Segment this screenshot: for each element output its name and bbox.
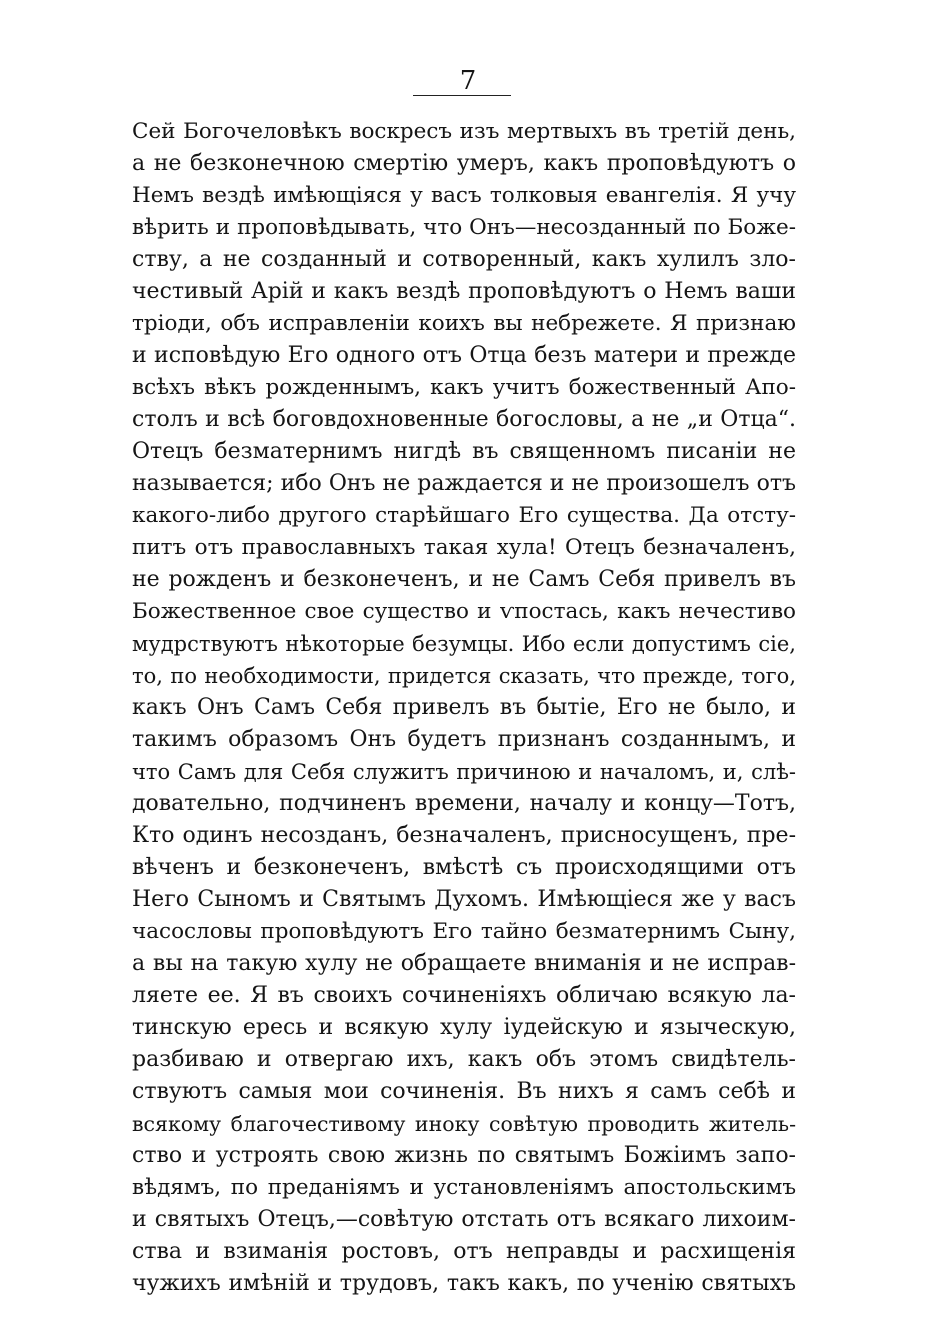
text-line: довательно, подчиненъ времени, началу и концу—Тотъ, — [132, 791, 796, 816]
text-line: вѣдямъ, по преданіямъ и установленіямъ апостольскимъ — [132, 1175, 796, 1200]
text-line: тріоди, объ исправленіи коихъ вы небрежете. Я признаю — [132, 311, 796, 336]
text-line: Сей Богочеловѣкъ воскресъ изъ мертвыхъ въ третій день, — [132, 119, 796, 144]
text-line: а не безконечною смертію умеръ, какъ проповѣдуютъ о — [132, 151, 796, 176]
text-line: а вы на такую хулу не обращаете вниманія и не исправ- — [132, 951, 796, 976]
text-line: какого-либо другого старѣйшаго Его существа. Да отсту- — [132, 503, 796, 528]
text-line: мудрствуютъ нѣкоторые безумцы. Ибо если допустимъ сіе, — [132, 632, 796, 656]
text-line: питъ отъ православныхъ такая хула! Отецъ безначаленъ, — [132, 535, 796, 560]
text-line: чужихъ имѣній и трудовъ, такъ какъ, по ученію святыхъ — [132, 1271, 796, 1296]
text-line: не рожденъ и безконеченъ, и не Самъ Себя привелъ въ — [132, 567, 796, 592]
text-line: часословы проповѣдуютъ Его тайно безматернимъ Сыну, — [132, 919, 796, 944]
text-line: тинскую ересь и всякую хулу іудейскую и языческую, — [132, 1015, 796, 1040]
text-line: вѣрить и проповѣдывать, что Онъ—несозданный по Боже- — [132, 215, 796, 240]
text-line: честивый Арій и какъ вездѣ проповѣдуютъ о Немъ ваши — [132, 279, 796, 304]
text-line: разбиваю и отвергаю ихъ, какъ объ этомъ свидѣтель- — [132, 1047, 796, 1072]
text-line: Отецъ безматернимъ нигдѣ въ священномъ писаніи не — [132, 439, 796, 464]
text-line: столъ и всѣ боговдохновенные богословы, а не „и Отца“. — [132, 407, 796, 432]
text-line: ства и взиманія ростовъ, отъ неправды и расхищенія — [132, 1239, 796, 1264]
text-line: ствуютъ самыя мои сочиненія. Въ нихъ я самъ себѣ и — [132, 1079, 796, 1104]
text-line: всякому благочестивому иноку совѣтую проводить житель- — [132, 1112, 796, 1136]
text-line: Кто одинъ несозданъ, безначаленъ, присносущенъ, пре- — [132, 823, 796, 848]
text-line: то, по необходимости, придется сказать, что прежде, того, — [132, 664, 796, 688]
text-line: называется; ибо Онъ не раждается и не произошелъ отъ — [132, 471, 796, 496]
body-text — [132, 116, 796, 1300]
page-number: 7 — [459, 66, 477, 96]
text-line: какъ Онъ Самъ Себя привелъ въ бытіе, Его не было, и — [132, 695, 796, 720]
text-line: и исповѣдую Его одного отъ Отца безъ матери и прежде — [132, 343, 796, 368]
text-line: ство и устроять свою жизнь по святымъ Божіимъ запо- — [132, 1143, 796, 1168]
text-line: и святыхъ Отецъ,—совѣтую отстать отъ всякаго лихоим- — [132, 1207, 796, 1232]
text-line: вѣченъ и безконеченъ, вмѣстѣ съ происходящими отъ — [132, 855, 796, 880]
text-line: Немъ вездѣ имѣющіяся у васъ толковыя евангелія. Я учу — [132, 183, 796, 208]
text-line: всѣхъ вѣкъ рожденнымъ, какъ учитъ божественный Апо- — [132, 375, 796, 400]
page-number-rule — [413, 95, 511, 96]
text-line: Него Сыномъ и Святымъ Духомъ. Имѣющіеся же у васъ — [132, 887, 796, 912]
text-line: Божественное свое существо и ѵпостась, какъ нечестиво — [132, 599, 796, 624]
text-line: такимъ образомъ Онъ будетъ признанъ созданнымъ, и — [132, 727, 796, 752]
text-line: ству, а не созданный и сотворенный, какъ хулилъ зло- — [132, 247, 796, 272]
text-line: ляете ее. Я въ своихъ сочиненіяхъ обличаю всякую ла- — [132, 983, 796, 1008]
text-line: что Самъ для Себя служитъ причиною и началомъ, и, слѣ- — [132, 760, 796, 784]
